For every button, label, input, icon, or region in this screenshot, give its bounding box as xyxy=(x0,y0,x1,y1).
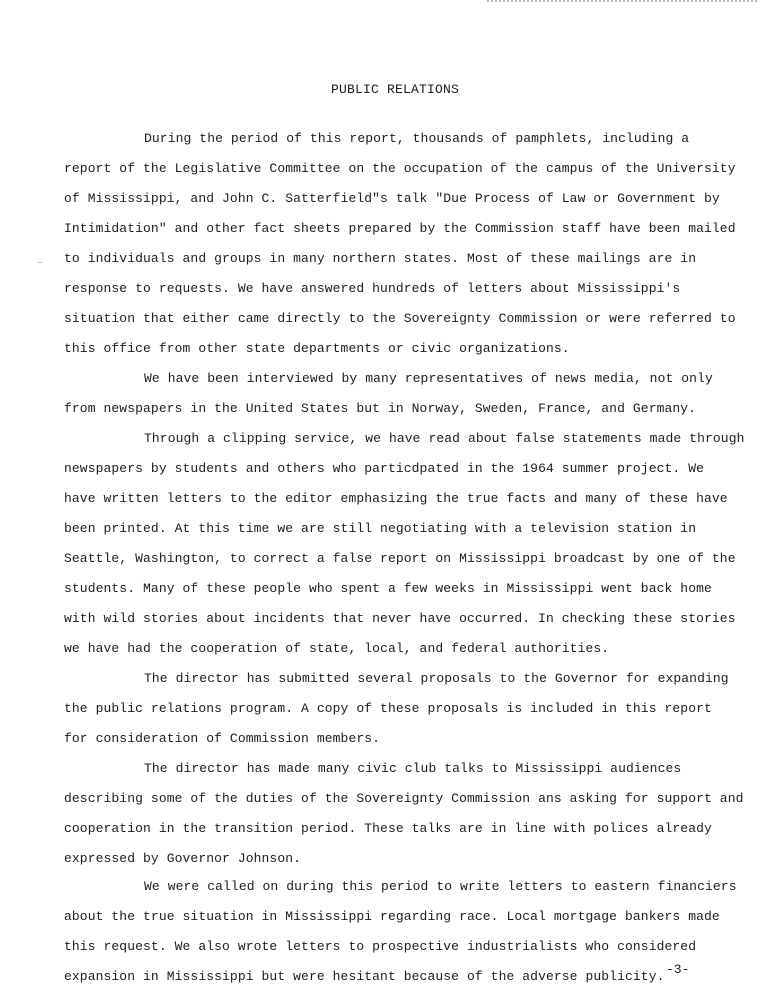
scan-speck xyxy=(38,262,42,263)
text-line: from newspapers in the United States but in Norway, Sweden, France, and Germany. xyxy=(64,401,697,416)
text-line: expansion in Mississippi but were hesitant because of the adverse publicity. xyxy=(64,969,665,984)
paragraph-interviews xyxy=(64,364,724,424)
text-line: situation that either came directly to the Sovereignty Commission or were referred to xyxy=(64,311,736,326)
text-line: Intimidation" and other fact sheets prepared by the Commission staff have been mailed xyxy=(64,221,736,236)
text-line: expressed by Governor Johnson. xyxy=(64,851,302,866)
text-line: about the true situation in Mississippi regarding race. Local mortgage bankers made xyxy=(64,909,720,924)
text-line: of Mississippi, and John C. Satterfield"s talk "Due Process of Law or Government by xyxy=(64,191,720,206)
text-line: We were called on during this period to write letters to eastern financiers xyxy=(144,879,737,894)
paragraph-financiers xyxy=(64,872,737,992)
text-line: with wild stories about incidents that never have occurred. In checking these stories xyxy=(64,611,736,626)
text-line: been printed. At this time we are still negotiating with a television station in xyxy=(64,521,697,536)
paragraph-proposals xyxy=(64,664,729,754)
paragraph-pamphlets xyxy=(64,124,736,364)
text-line: describing some of the duties of the Sovereignty Commission ans asking for support and xyxy=(64,791,744,806)
text-line: this request. We also wrote letters to prospective industrialists who considered xyxy=(64,939,697,954)
text-line: During the period of this report, thousands of pamphlets, including a xyxy=(144,131,690,146)
page-number: -3- xyxy=(666,962,690,977)
text-line: this office from other state departments or civic organizations. xyxy=(64,341,570,356)
text-line: newspapers by students and others who particdpated in the 1964 summer project. We xyxy=(64,461,705,476)
text-line: Through a clipping service, we have read about false statements made through xyxy=(144,431,745,446)
text-line: report of the Legislative Committee on the occupation of the campus of the University xyxy=(64,161,736,176)
paragraph-clipping-service xyxy=(64,424,745,664)
text-line: The director has submitted several proposals to the Governor for expanding xyxy=(144,671,729,686)
text-line: response to requests. We have answered hundreds of letters about Mississippi's xyxy=(64,281,681,296)
text-line: We have been interviewed by many representatives of news media, not only xyxy=(144,371,713,386)
text-line: to individuals and groups in many northern states. Most of these mailings are in xyxy=(64,251,697,266)
text-line: Seattle, Washington, to correct a false report on Mississippi broadcast by one of the xyxy=(64,551,736,566)
text-line: we have had the cooperation of state, local, and federal authorities. xyxy=(64,641,610,656)
text-line: cooperation in the transition period. These talks are in line with polices already xyxy=(64,821,712,836)
text-line: The director has made many civic club talks to Mississippi audiences xyxy=(144,761,682,776)
paragraph-civic-talks xyxy=(64,754,744,874)
text-line: the public relations program. A copy of these proposals is included in this report xyxy=(64,701,712,716)
page-title: PUBLIC RELATIONS xyxy=(330,82,460,97)
text-line: have written letters to the editor emphasizing the true facts and many of these have xyxy=(64,491,728,506)
scan-edge-dots xyxy=(487,0,757,5)
text-line: for consideration of Commission members. xyxy=(64,731,381,746)
text-line: students. Many of these people who spent a few weeks in Mississippi went back home xyxy=(64,581,712,596)
